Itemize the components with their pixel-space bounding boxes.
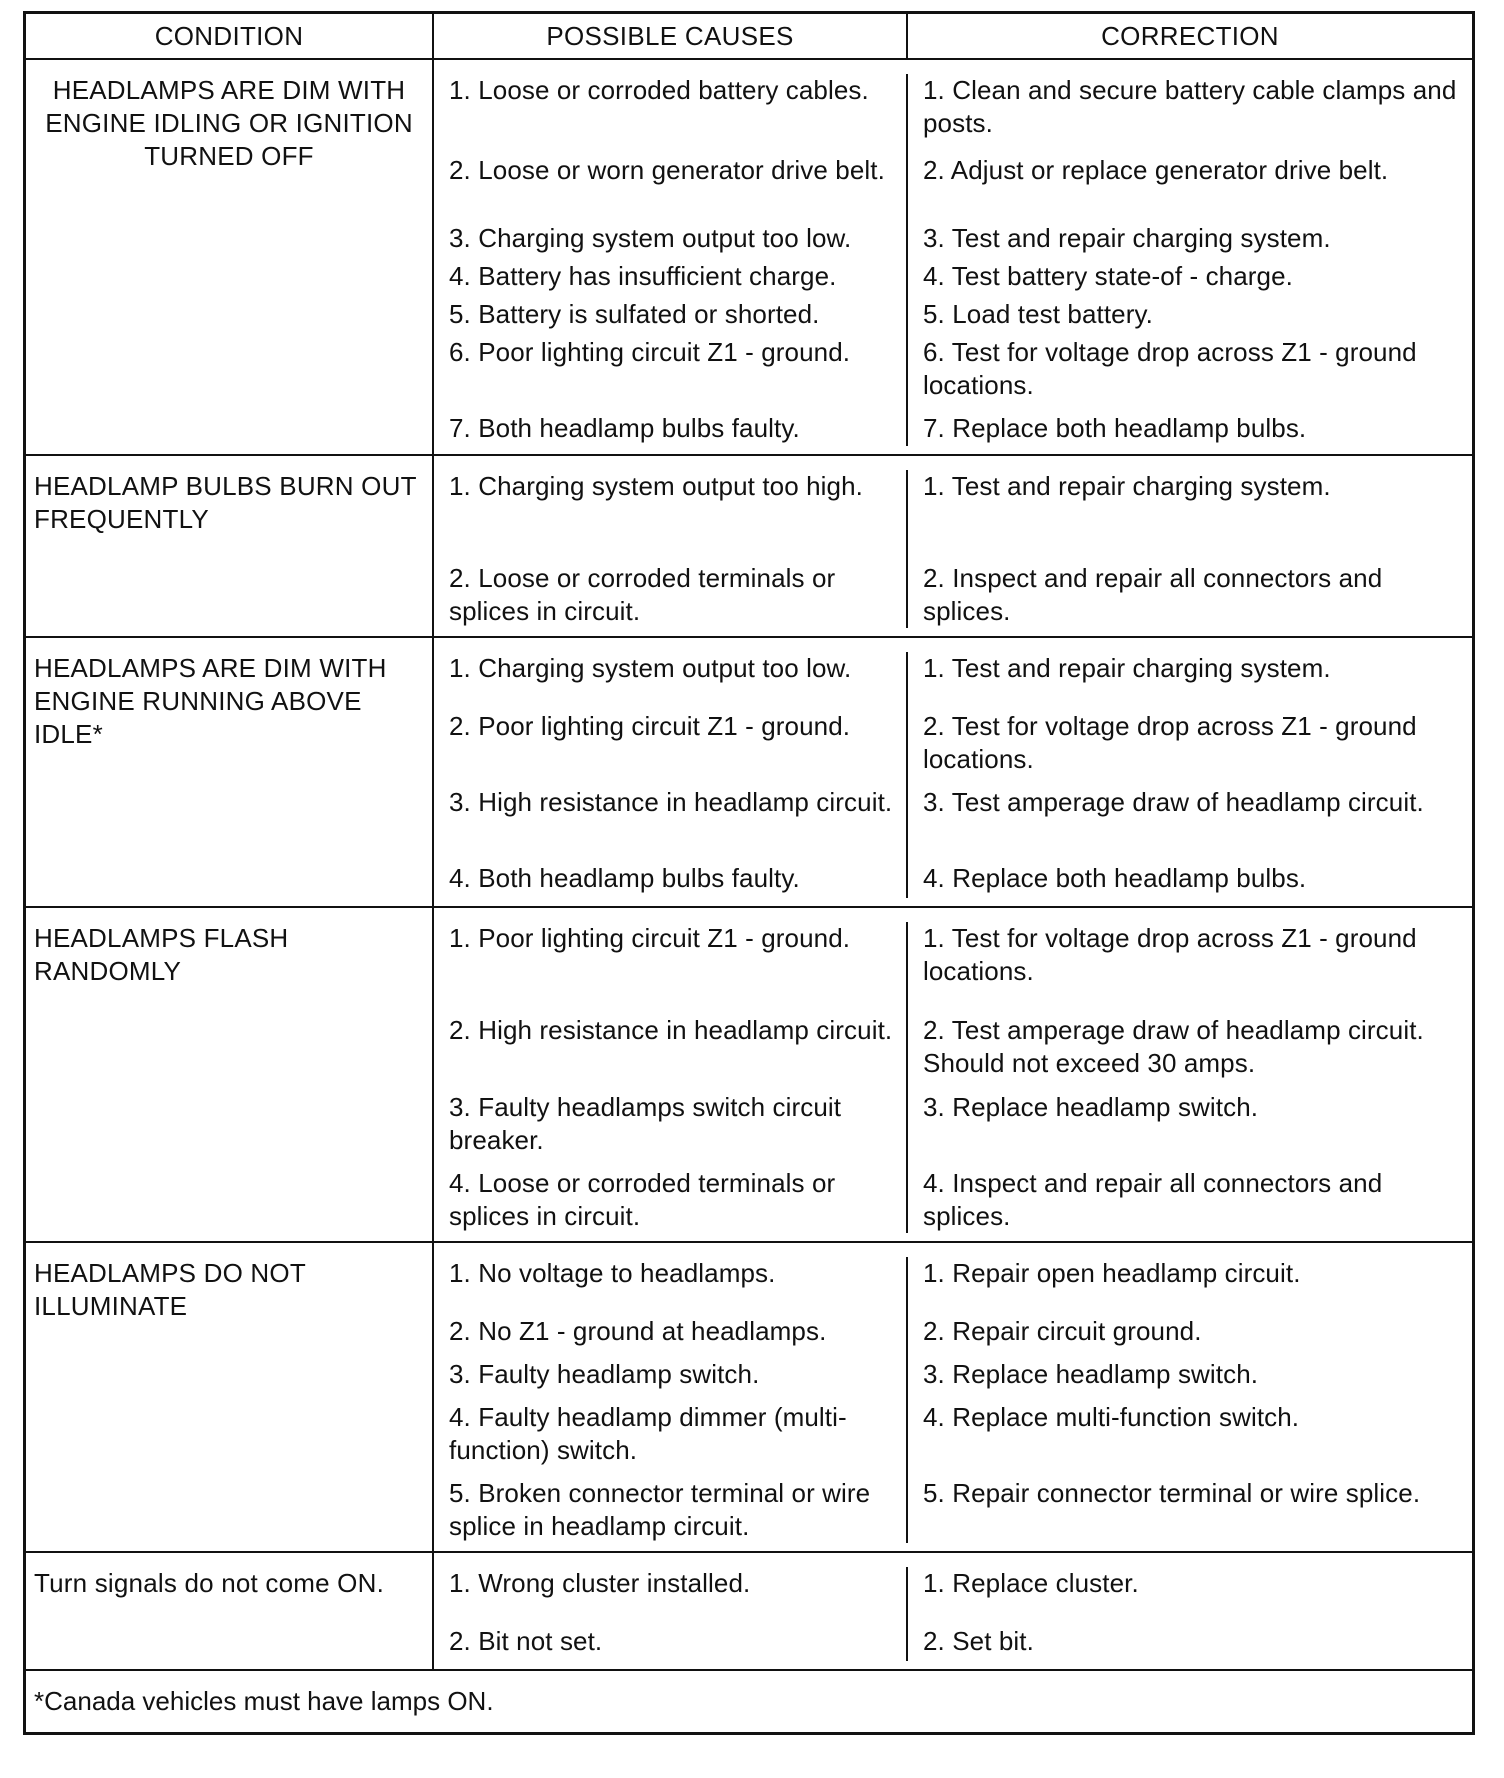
correction-text: 2. Test amperage draw of headlamp circuit. Should not exceed 30 amps. bbox=[923, 1015, 1424, 1078]
cause-text: 5. Battery is sulfated or shorted. bbox=[434, 298, 908, 336]
cause-text: 4. Battery has insufficient charge. bbox=[434, 260, 908, 298]
correction-text: 2. Repair circuit ground. bbox=[923, 1316, 1202, 1346]
diagnosis-table bbox=[23, 11, 1475, 1735]
correction-text: 2. Set bit. bbox=[923, 1626, 1034, 1656]
cause-correction-pair bbox=[434, 1477, 1472, 1543]
cause-correction-pair bbox=[434, 786, 1472, 862]
table-row bbox=[26, 1553, 1472, 1671]
header-row bbox=[26, 14, 1472, 60]
condition-cell: HEADLAMPS FLASH RANDOMLY bbox=[26, 908, 434, 1241]
table-row bbox=[26, 908, 1472, 1243]
condition-cell: HEADLAMPS DO NOT ILLUMINATE bbox=[26, 1243, 434, 1551]
cause-correction-pair bbox=[434, 862, 1472, 898]
cause-text: 1. Loose or corroded battery cables. bbox=[434, 74, 908, 154]
cause-correction-pair bbox=[434, 1315, 1472, 1358]
correction-text: 1. Replace cluster. bbox=[923, 1568, 1139, 1598]
cause-text: 2. Loose or worn generator drive belt. bbox=[434, 154, 908, 222]
cause-correction-pair bbox=[434, 652, 1472, 710]
cause-correction-pair bbox=[434, 470, 1472, 562]
cause-text: 2. No Z1 - ground at headlamps. bbox=[434, 1315, 908, 1358]
cause-text: 3. Faulty headlamp switch. bbox=[434, 1358, 908, 1401]
cause-text: 4. Faulty headlamp dimmer (multi-function) switch. bbox=[434, 1401, 908, 1477]
correction-text: 2. Inspect and repair all connectors and splices. bbox=[923, 563, 1383, 626]
correction-text: 3. Test amperage draw of headlamp circuit. bbox=[923, 787, 1424, 817]
cause-correction-pair bbox=[434, 1358, 1472, 1401]
cause-correction-pair bbox=[434, 336, 1472, 412]
cause-correction-pair bbox=[434, 562, 1472, 628]
condition-cell: HEADLAMP BULBS BURN OUT FREQUENTLY bbox=[26, 456, 434, 636]
cause-correction-pair bbox=[434, 922, 1472, 1014]
causes-corrections bbox=[434, 1553, 1472, 1669]
cause-text: 2. Poor lighting circuit Z1 - ground. bbox=[434, 710, 908, 786]
cause-text: 4. Both headlamp bulbs faulty. bbox=[434, 862, 908, 898]
cause-correction-pair bbox=[434, 298, 1472, 336]
correction-text: 4. Inspect and repair all connectors and splices. bbox=[923, 1168, 1383, 1231]
cause-correction-pair bbox=[434, 1625, 1472, 1661]
correction-text: 4. Test battery state-of - charge. bbox=[923, 261, 1293, 291]
table-row bbox=[26, 456, 1472, 638]
correction-text: 2. Adjust or replace generator drive belt. bbox=[923, 155, 1389, 185]
causes-corrections bbox=[434, 456, 1472, 636]
cause-correction-pair bbox=[434, 1014, 1472, 1091]
header-condition: CONDITION bbox=[26, 13, 434, 59]
correction-text: 4. Replace multi-function switch. bbox=[923, 1402, 1300, 1432]
correction-text: 5. Load test battery. bbox=[923, 299, 1153, 329]
table-row bbox=[26, 638, 1472, 908]
correction-text: 1. Test for voltage drop across Z1 - ground locations. bbox=[923, 923, 1417, 986]
correction-text: 6. Test for voltage drop across Z1 - ground locations. bbox=[923, 337, 1417, 400]
cause-correction-pair bbox=[434, 154, 1472, 222]
condition-cell: HEADLAMPS ARE DIM WITH ENGINE RUNNING ABOVE IDLE* bbox=[26, 638, 434, 906]
correction-text: 3. Replace headlamp switch. bbox=[923, 1092, 1259, 1122]
cause-text: 7. Both headlamp bulbs faulty. bbox=[434, 412, 908, 446]
correction-text: 3. Test and repair charging system. bbox=[923, 223, 1331, 253]
cause-text: 1. Poor lighting circuit Z1 - ground. bbox=[434, 922, 908, 1014]
correction-text: 1. Test and repair charging system. bbox=[923, 653, 1331, 683]
cause-text: 2. High resistance in headlamp circuit. bbox=[434, 1014, 908, 1091]
cause-text: 1. Charging system output too low. bbox=[434, 652, 908, 710]
correction-text: 7. Replace both headlamp bulbs. bbox=[923, 413, 1307, 443]
correction-text: 1. Repair open headlamp circuit. bbox=[923, 1258, 1301, 1288]
cause-text: 2. Bit not set. bbox=[434, 1625, 908, 1661]
condition-cell: HEADLAMPS ARE DIM WITH ENGINE IDLING OR IGNITION TURNED OFF bbox=[26, 60, 434, 454]
table-row bbox=[26, 60, 1472, 456]
cause-text: 3. Faulty headlamps switch circuit breaker. bbox=[434, 1091, 908, 1167]
cause-correction-pair bbox=[434, 1401, 1472, 1477]
cause-correction-pair bbox=[434, 412, 1472, 446]
footnote-row bbox=[26, 1671, 1472, 1732]
cause-correction-pair bbox=[434, 1091, 1472, 1167]
cause-text: 1. No voltage to headlamps. bbox=[434, 1257, 908, 1315]
correction-text: 1. Clean and secure battery cable clamps and posts. bbox=[923, 75, 1457, 138]
correction-text: 3. Replace headlamp switch. bbox=[923, 1359, 1259, 1389]
cause-correction-pair bbox=[434, 710, 1472, 786]
condition-cell: Turn signals do not come ON. bbox=[26, 1553, 434, 1669]
cause-correction-pair bbox=[434, 222, 1472, 260]
cause-text: 2. Loose or corroded terminals or splices in circuit. bbox=[434, 562, 908, 628]
table-row bbox=[26, 1243, 1472, 1553]
footnote: *Canada vehicles must have lamps ON. bbox=[34, 1686, 494, 1716]
cause-text: 5. Broken connector terminal or wire splice in headlamp circuit. bbox=[434, 1477, 908, 1543]
correction-text: 1. Test and repair charging system. bbox=[923, 471, 1331, 501]
cause-text: 3. High resistance in headlamp circuit. bbox=[434, 786, 908, 862]
cause-text: 6. Poor lighting circuit Z1 - ground. bbox=[434, 336, 908, 412]
correction-text: 4. Replace both headlamp bulbs. bbox=[923, 863, 1307, 893]
causes-corrections bbox=[434, 908, 1472, 1241]
header-possible-causes: POSSIBLE CAUSES bbox=[434, 13, 908, 59]
header-correction: CORRECTION bbox=[1101, 21, 1279, 51]
cause-text: 1. Wrong cluster installed. bbox=[434, 1567, 908, 1625]
causes-corrections bbox=[434, 1243, 1472, 1551]
causes-corrections bbox=[434, 60, 1472, 454]
cause-correction-pair bbox=[434, 1167, 1472, 1233]
cause-correction-pair bbox=[434, 1567, 1472, 1625]
cause-text: 4. Loose or corroded terminals or splices in circuit. bbox=[434, 1167, 908, 1233]
cause-correction-pair bbox=[434, 1257, 1472, 1315]
cause-correction-pair bbox=[434, 74, 1472, 154]
cause-text: 1. Charging system output too high. bbox=[434, 470, 908, 562]
cause-text: 3. Charging system output too low. bbox=[434, 222, 908, 260]
correction-text: 5. Repair connector terminal or wire splice. bbox=[923, 1478, 1421, 1508]
causes-corrections bbox=[434, 638, 1472, 906]
cause-correction-pair bbox=[434, 260, 1472, 298]
correction-text: 2. Test for voltage drop across Z1 - ground locations. bbox=[923, 711, 1417, 774]
